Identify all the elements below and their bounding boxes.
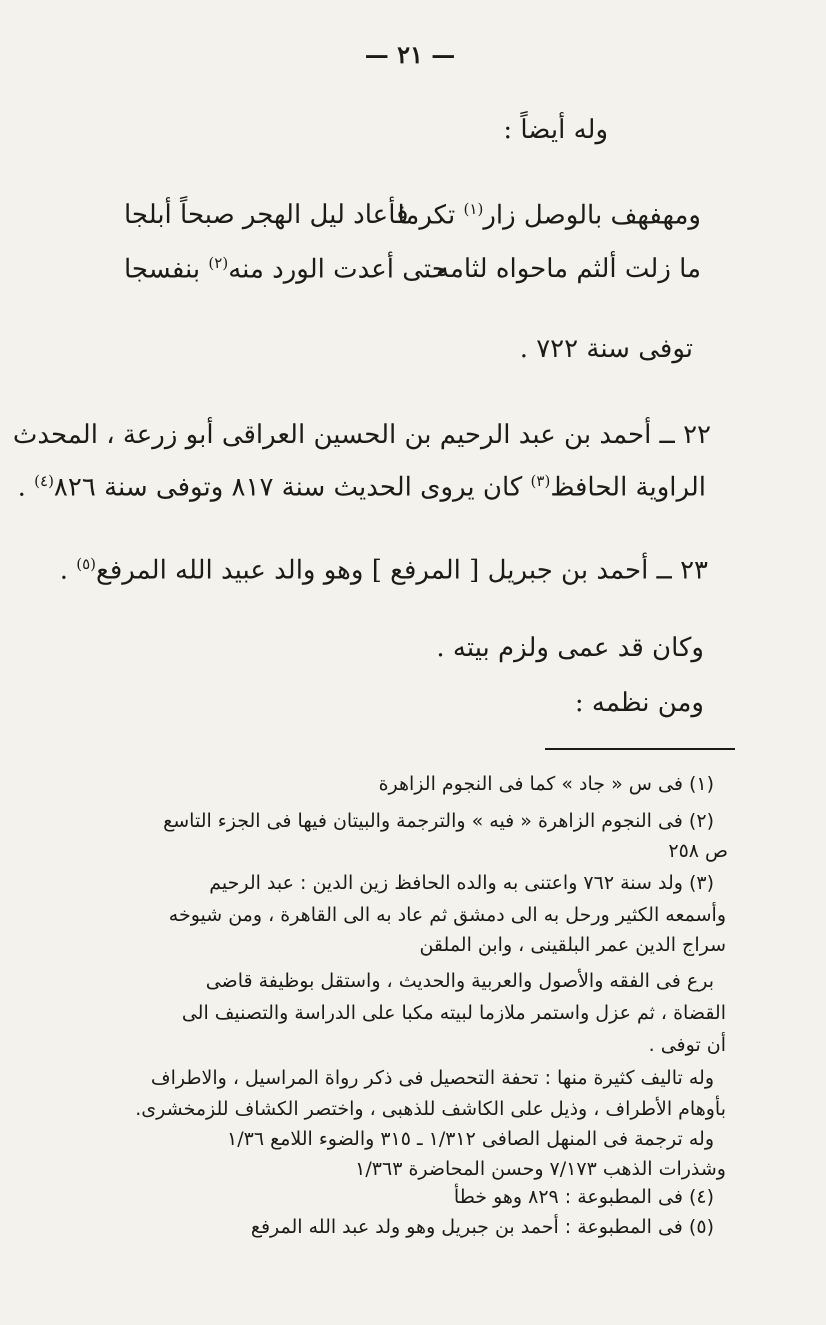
footnote-3-para-3: وله تاليف كثيرة منها : تحفة التحصيل فى ذكر رواة المراسيل ، والاطراف (150, 1067, 714, 1089)
verse1-left-hemistich: فأعاد ليل الهجر صبحاً أبلجا (124, 200, 409, 230)
entry-23-line (60, 555, 708, 586)
footnote-3-para-2: برع فى الفقه والأصول والعربية والحديث ، واستقل بوظيفة قاضى (205, 970, 714, 992)
verse2-right-hemistich: ما زلت ألثم ماحواه لثامه (436, 254, 701, 284)
footnote-1: (١) فى س « جاد » كما فى النجوم الزاهرة (378, 773, 714, 795)
entry-22-line-2-c: . (17, 472, 35, 503)
verse2-left-a: حتى أعدت الورد منه (228, 254, 448, 285)
verse2-left-b: بنفسجا (124, 254, 209, 285)
entry-22-line-2 (18, 472, 706, 503)
footnote-3-para-3-cont: بأوهام الأطراف ، وذيل على الكاشف للذهبى ، واختصر الكشاف للزمخشرى. (135, 1098, 726, 1120)
footnote-3-para-2-end: أن توفى . (648, 1034, 726, 1056)
footnote-divider (545, 748, 735, 750)
footnote-ref-4: (٤) (34, 472, 54, 490)
intro-line-2: ومن نظمه : (574, 688, 704, 718)
footnote-ref-5: (٥) (76, 555, 96, 573)
verse1-right-hemistich (397, 200, 701, 231)
footnote-3-para-4: وله ترجمة فى المنهل الصافى ١/٣١٢ ـ ٣١٥ والضوء اللامع ١/٣٦ (227, 1128, 714, 1150)
footnote-3: (٣) ولد سنة ٧٦٢ واعتنى به والده الحافظ زين الدين : عبد الرحيم (209, 872, 714, 894)
intro-line-1: وله أيضاً : (503, 115, 608, 145)
verse1-right-a: ومهفهف بالوصل زار (483, 200, 701, 231)
footnote-3-cont-2: سراج الدين عمر البلقينى ، وابن الملقن (419, 934, 726, 956)
verse1-right-b: تكرما (397, 200, 464, 231)
footnote-ref-2: (٢) (208, 254, 229, 272)
footnote-3-cont-1: وأسمعه الكثير ورحل به الى دمشق ثم عاد به الى القاهرة ، ومن شيوخه (168, 904, 726, 926)
death-year-line: توفى سنة ٧٢٢ . (519, 334, 693, 364)
footnote-4: (٤) فى المطبوعة : ٨٢٩ وهو خطأ (453, 1186, 714, 1208)
entry-22-line-2-a: الراوية الحافظ (550, 472, 706, 503)
verse2-left-hemistich (124, 254, 448, 285)
footnote-5: (٥) فى المطبوعة : أحمد بن جبريل وهو ولد عبد الله المرفع (250, 1216, 714, 1238)
footnote-2-cont: ص ٢٥٨ (668, 840, 728, 862)
footnote-ref-1: (١) (463, 200, 484, 218)
footnote-3-para-4-cont: وشذرات الذهب ٧/١٧٣ وحسن المحاضرة ١/٣٦٣ (355, 1158, 726, 1180)
entry-22-line-1: ٢٢ ــ أحمد بن عبد الرحيم بن الحسين العراقى أبو زرعة ، المحدث (12, 420, 711, 450)
footnote-2: (٢) فى النجوم الزاهرة « فيه » والترجمة والبيتان فيها فى الجزء التاسع (163, 810, 714, 832)
entry-23-text: ٢٣ ــ أحمد بن جبريل [ المرفع ] وهو والد عبيد الله المرفع (96, 555, 708, 586)
footnote-ref-3: (٣) (530, 472, 551, 490)
entry-23-end: . (59, 555, 77, 586)
page-number: — ٢١ — (364, 40, 456, 69)
entry-22-line-2-b: كان يروى الحديث سنة ٨١٧ وتوفى سنة ٨٢٦ (53, 472, 531, 503)
blind-line: وكان قد عمى ولزم بيته . (436, 633, 704, 663)
footnote-3-para-2-cont: القضاة ، ثم عزل واستمر ملازما لبيته مكبا على الدراسة والتصنيف الى (181, 1002, 726, 1024)
